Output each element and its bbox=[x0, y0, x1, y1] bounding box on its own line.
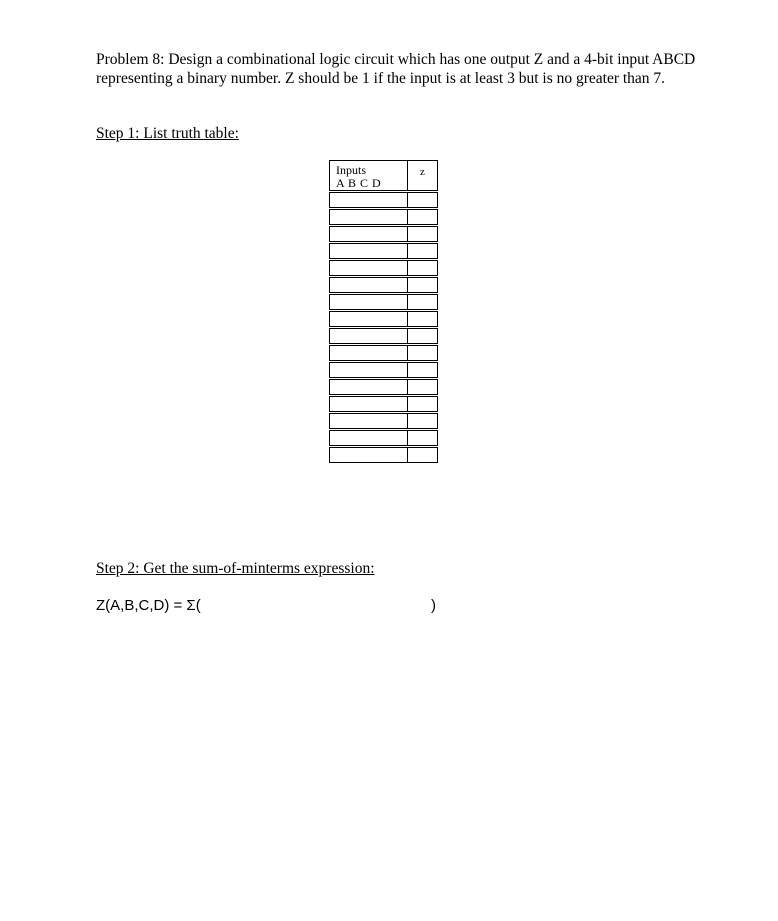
truth-table-header-row bbox=[330, 161, 438, 192]
input-cell[interactable] bbox=[330, 345, 408, 362]
input-cell[interactable] bbox=[330, 209, 408, 226]
output-cell[interactable] bbox=[408, 362, 438, 379]
truth-table-row bbox=[330, 396, 438, 413]
inputs-header-label: Inputs bbox=[336, 163, 366, 177]
output-cell[interactable] bbox=[408, 413, 438, 430]
output-cell[interactable] bbox=[408, 277, 438, 294]
truth-table-row bbox=[330, 311, 438, 328]
minterm-expression: Z(A,B,C,D) = Σ( bbox=[96, 597, 201, 614]
truth-table-row bbox=[330, 430, 438, 447]
input-cell[interactable] bbox=[330, 192, 408, 209]
truth-table-row bbox=[330, 226, 438, 243]
truth-table-row bbox=[330, 328, 438, 345]
truth-table-row bbox=[330, 379, 438, 396]
output-cell[interactable] bbox=[408, 243, 438, 260]
step2-heading: Step 2: Get the sum-of-minterms expression: bbox=[96, 560, 375, 577]
input-cell[interactable] bbox=[330, 277, 408, 294]
output-cell[interactable] bbox=[408, 379, 438, 396]
truth-table-row bbox=[330, 277, 438, 294]
truth-table bbox=[329, 160, 438, 463]
truth-table-row bbox=[330, 243, 438, 260]
input-cell[interactable] bbox=[330, 413, 408, 430]
output-cell[interactable] bbox=[408, 396, 438, 413]
output-cell[interactable] bbox=[408, 328, 438, 345]
input-cell[interactable] bbox=[330, 243, 408, 260]
output-cell[interactable] bbox=[408, 226, 438, 243]
truth-table-row bbox=[330, 413, 438, 430]
truth-table-row bbox=[330, 192, 438, 209]
input-cell[interactable] bbox=[330, 379, 408, 396]
step1-heading: Step 1: List truth table: bbox=[96, 125, 239, 142]
inputs-header-cell bbox=[330, 161, 408, 192]
input-cell[interactable] bbox=[330, 260, 408, 277]
input-cell[interactable] bbox=[330, 328, 408, 345]
inputs-variables-label: A B C D bbox=[336, 176, 382, 190]
output-cell[interactable] bbox=[408, 311, 438, 328]
truth-table-row bbox=[330, 209, 438, 226]
output-cell[interactable] bbox=[408, 209, 438, 226]
input-cell[interactable] bbox=[330, 294, 408, 311]
input-cell[interactable] bbox=[330, 311, 408, 328]
output-cell[interactable] bbox=[408, 260, 438, 277]
problem-statement: Problem 8: Design a combinational logic circuit which has one output Z and a 4-bit input ABCD representing a binary number. Z should be 1 if the input is at least 3 but is no greater than 7. bbox=[96, 51, 696, 87]
input-cell[interactable] bbox=[330, 447, 408, 463]
truth-table-row bbox=[330, 447, 438, 463]
output-header-cell: z bbox=[408, 161, 438, 192]
output-cell[interactable] bbox=[408, 430, 438, 447]
truth-table-row bbox=[330, 294, 438, 311]
truth-table-row bbox=[330, 362, 438, 379]
output-cell[interactable] bbox=[408, 345, 438, 362]
minterm-expression-close: ) bbox=[431, 597, 436, 614]
input-cell[interactable] bbox=[330, 396, 408, 413]
output-cell[interactable] bbox=[408, 294, 438, 311]
input-cell[interactable] bbox=[330, 226, 408, 243]
truth-table-row bbox=[330, 345, 438, 362]
input-cell[interactable] bbox=[330, 430, 408, 447]
input-cell[interactable] bbox=[330, 362, 408, 379]
truth-table-row bbox=[330, 260, 438, 277]
output-cell[interactable] bbox=[408, 447, 438, 463]
output-cell[interactable] bbox=[408, 192, 438, 209]
